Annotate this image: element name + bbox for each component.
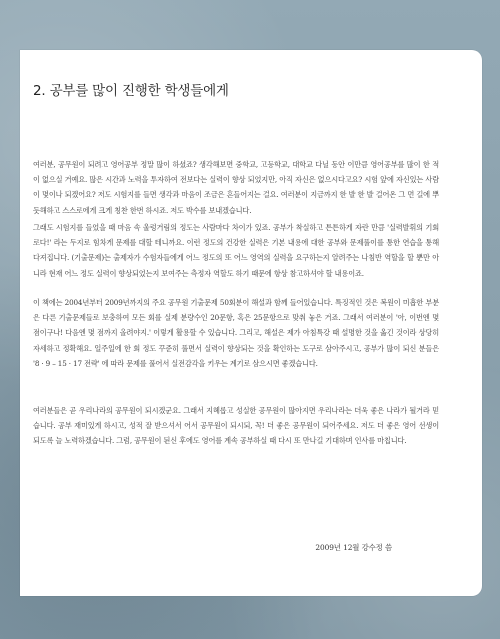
section-heading: 2. 공부를 많이 진행한 학생들에게 bbox=[33, 83, 229, 99]
body-paragraph-4: 여러분들은 곧 우리나라의 공무원이 되시겠군요. 그래서 지혜롭고 성실한 공무원이 많아지면 우리나라는 더욱 좋은 나라가 될거라 믿습니다. 공부 재미있게 하시고, 성적 잘 받으셔서 어서 공무원이 되시되, 꼭! 더 좋은 공무원이 되어주세요. 저도 더 좋은 영어 선생이 되도록 늘 노력하겠습니다. 그럼, 공무원이 된신 후에도 영어를 계속 공부하실 때 다시 또 만나길 기대하며 인사를 마칩니다. bbox=[33, 406, 439, 446]
author-signature: 2009년 12월 강수정 씀 bbox=[315, 543, 392, 552]
body-paragraph-2: 그래도 시험지를 들었을 때 마음 속 울렁거림의 정도는 사람마다 차이가 있죠. 공부가 착실하고 튼튼하게 자란 만큼 '실력발휘의 기회로다!' 라는 두지로 힘차게 문제를 대할 테니까요. 이런 정도의 건강한 실력은 기본 내용에 대한 공부와 문제풀이를 통한 연습을 통해 다져집니다. (기출문제)는 출제자가 수험자들에게 어느 정도의 또 어느 영역의 실력을 요구하는지 알려주는 나침반 역할을 할 뿐만 아니라 현재 어느 정도 실력이 향상되었는지 보여주는 측정자 역할도 하기 때문에 항상 참고하셔야 할 내용이죠. bbox=[33, 223, 439, 278]
body-paragraph-3: 이 책에는 2004년부터 2009년까지의 주요 공무원 기출문제 50회분이 해설과 함께 들어있습니다. 특징적인 것은 복원이 미흡한 부분은 다른 기출문제들로 보충하여 모든 회를 실제 분량수인 20문항, 혹은 25문항으로 맞춰 놓은 거죠. 그래서 여러분이 '아, 이번엔 몇 점이구나! 다음엔 몇 점까지 올려야지.' 이렇게 활용할 수 있습니다. 그리고, 해설은 제가 아침특강 때 설명한 것을 옮긴 것이라 상당히 자세하고 정확해요. 일주일에 한 회 정도 꾸준히 풀면서 실력이 향상되는 것을 확인하는 도구로 삼아주시고, 공부가 많이 되신 분들은 '8 · 9 – 15 · 17 전략' 에 따라 문제를 풀어서 실전감각을 키우는 계기로 삼으시면 좋겠습니다. bbox=[33, 298, 439, 368]
body-paragraph-1: 여러분, 공무원이 되려고 영어공부 정말 많이 하셨죠? 생각해보면 중학교, 고등학교, 대학교 다닐 동안 이만큼 영어공부를 많이 한 적이 없으실 거예요. 많은 시간과 노력을 투자하여 전보다는 실력이 향상 되었지만, 아직 자신은 없으시다고요? 시험 앞에 자신있는 사람이 몇이나 되겠어요? 저도 시험지를 들면 생각과 마음이 조금은 흔들어지는 걸요. 여러분이 지금까지 한 발 한 발 걸어온 그 먼 길에 뿌듯해하고 스스로에게 크게 칭찬 한번 하시죠. 저도 박수를 보내겠습니다. bbox=[33, 160, 439, 215]
